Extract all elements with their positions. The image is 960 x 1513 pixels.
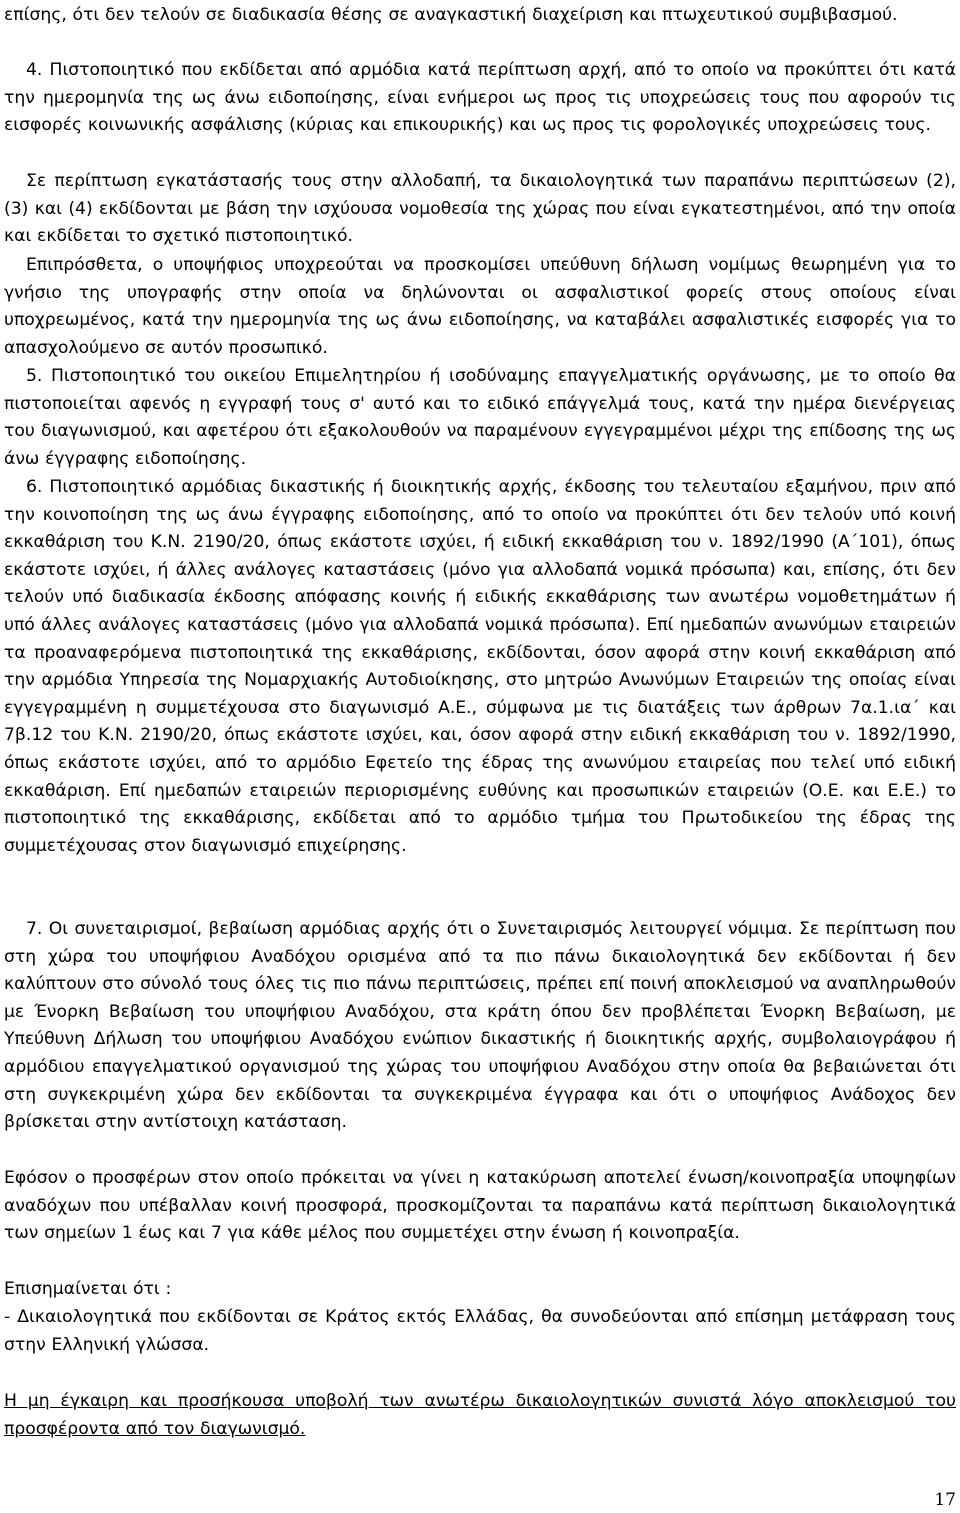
paragraph-item-7: 7. Οι συνεταιρισμοί, βεβαίωση αρμόδιας αρχής ότι ο Συνεταιρισμός λειτουργεί νόμιμα. Σε περίπτωση που στη χώρα του υποψήφιου Αναδόχου ορισμένα από τα πιο πάνω δικαιολογητικά δεν εκδίδονται ή δεν καλύπτουν στο σύνολό τους όλες τις πιο πάνω περιπτώσεις, πρέπει επί ποινή αποκλεισμού να αναπληρωθούν με Ένορκη Βεβαίωση του υποψήφιου Αναδόχου, στα κράτη όπου δεν προβλέπεται Ένορκη Βεβαίωση, με Υπεύθυνη Δήλωση του υποψήφιου Αναδόχου ενώπιον δικαστικής ή διοικητικής αρχής, συμβολαιογράφου ή αρμόδιου επαγγελματικού οργανισμού της χώρας του υποψήφιου Αναδόχου στην οποία θα βεβαιώνεται ότι στη συγκεκριμένη χώρα δεν εκδίδονται τα συγκεκριμένα έγγραφα και ότι ο υποψήφιος Ανάδοχος δεν βρίσκεται στην αντίστοιχη κατάσταση.	[4, 919, 956, 1133]
paragraph-item-4: 4. Πιστοποιητικό που εκδίδεται από αρμόδια κατά περίπτωση αρχή, από το οποίο να προκύπτει ότι κατά την ημερομηνία της ως άνω ειδοποίησης, είναι ενήμεροι ως προς τις υποχρεώσεις τους που αφορούν τις εισφορές κοινωνικής ασφάλισης (κύριας και επικουρικής) και ως προς τις φορολογικές υποχρεώσεις τους.	[4, 60, 956, 136]
paragraph-item-6: 6. Πιστοποιητικό αρμόδιας δικαστικής ή διοικητικής αρχής, έκδοσης του τελευταίου εξαμήνου, πριν από την κοινοποίηση της ως άνω έγγραφης ειδοποίησης, από το οποίο να προκύπτει ότι δεν τελούν υπό κοινή εκκαθάριση του Κ.Ν. 2190/20, όπως εκάστοτε ισχύει, ή ειδική εκκαθάριση του ν. 1892/1990 (Α΄101), όπως εκάστοτε ισχύει, ή άλλες ανάλογες καταστάσεις (μόνο για αλλοδαπά νομικά πρόσωπα) και, επίσης, ότι δεν τελούν υπό διαδικασία έκδοσης απόφασης κοινής ή ειδικής εκκαθάρισης των ανωτέρω νομοθετημάτων ή υπό άλλες ανάλογες καταστάσεις (μόνο για αλλοδαπά νομικά πρόσωπα). Επί ημεδαπών ανωνύμων εταιρειών τα προαναφερόμενα πιστοποιητικά της εκκαθάρισης, εκδίδονται, όσον αφορά στην κοινή εκκαθάριση από την αρμόδια Υπηρεσία της Νομαρχιακής Αυτοδιοίκησης, στο μητρώο Ανωνύμων Εταιρειών της οποίας είναι εγγεγραμμένη η συμμετέχουσα στο διαγωνισμό Α.Ε., σύμφωνα με τις διατάξεις των άρθρων 7α.1.ια΄ και 7β.12 του Κ.Ν. 2190/20, όπως εκάστοτε ισχύει, και, όσον αφορά στην ειδική εκκαθάριση του ν. 1892/1990, όπως εκάστοτε ισχύει, από το αρμόδιο Εφετείο της έδρας της ανωνύμου εταιρείας που τελεί υπό ειδική εκκαθάριση. Επί ημεδαπών εταιρειών περιορισμένης ευθύνης και προσωπικών εταιρειών (Ο.Ε. και Ε.Ε.) το πιστοποιητικό της εκκαθάρισης, εκδίδεται από το αρμόδιο τμήμα του Πρωτοδικείου της έδρας της συμμετέχουσας στον διαγωνισμό επιχείρησης.	[4, 477, 956, 856]
paragraph-additional-declaration: Επιπρόσθετα, ο υποψήφιος υποχρεούται να προσκομίσει υπεύθυνη δήλωση νομίμως θεωρημένη για το γνήσιο της υπογραφής στην οποία να δηλώνονται οι ασφαλιστικοί φορείς στους οποίους είναι υποχρεωμένος, κατά την ημερομηνία της ως άνω ειδοποίησης, να καταβάλει ασφαλιστικές εισφορές για το απασχολούμενο σε αυτόν προσωπικό.	[4, 255, 956, 358]
paragraph-translation-note: - Δικαιολογητικά που εκδίδονται σε Κράτος εκτός Ελλάδας, θα συνοδεύονται από επίσημη μετάφραση τους στην Ελληνική γλώσσα.	[4, 1307, 956, 1355]
page-number: 17	[934, 1490, 956, 1510]
paragraph-item-5: 5. Πιστοποιητικό του οικείου Επιμελητηρίου ή ισοδύναμης επαγγελματικής οργάνωσης, με το οποίο θα πιστοποιείται αφενός η εγγραφή τους σ' αυτό και το ειδικό επάγγελμά τους, κατά την ημέρα διενέργειας του διαγωνισμού, και αφετέρου ότι εξακολουθούν να παραμένουν εγγεγραμμένοι μέχρι της επίδοσης της ως άνω έγγραφης ειδοποίησης.	[4, 366, 956, 469]
paragraph-joint-venture: Εφόσον ο προσφέρων στον οποίο πρόκειται να γίνει η κατακύρωση αποτελεί ένωση/κοινοπραξία υποψηφίων αναδόχων που υπέβαλλαν κοινή προσφορά, προσκομίζονται τα παραπάνω κατά περίπτωση δικαιολογητικά των σημείων 1 έως και 7 για κάθε μέλος που συμμετέχει στην ένωση ή κοινοπραξία.	[4, 1168, 956, 1244]
closing-warning: Η μη έγκαιρη και προσήκουσα υποβολή των ανωτέρω δικαιολογητικών συνιστά λόγο αποκλεισμού του προσφέροντα από τον διαγωνισμό.	[4, 1391, 956, 1439]
paragraph-foreign-establishment: Σε περίπτωση εγκατάστασής τους στην αλλοδαπή, τα δικαιολογητικά των παραπάνω περιπτώσεων (2), (3) και (4) εκδίδονται με βάση την ισχύουσα νομοθεσία της χώρας που είναι εγκατεστημένοι, από την οποία και εκδίδεται το σχετικό πιστοποιητικό.	[4, 171, 956, 247]
paragraph-note-heading: Επισημαίνεται ότι :	[4, 1279, 172, 1299]
paragraph-1: επίσης, ότι δεν τελούν σε διαδικασία θέσης σε αναγκαστική διαχείριση και πτωχευτικού συμβιβασμού.	[4, 5, 898, 25]
